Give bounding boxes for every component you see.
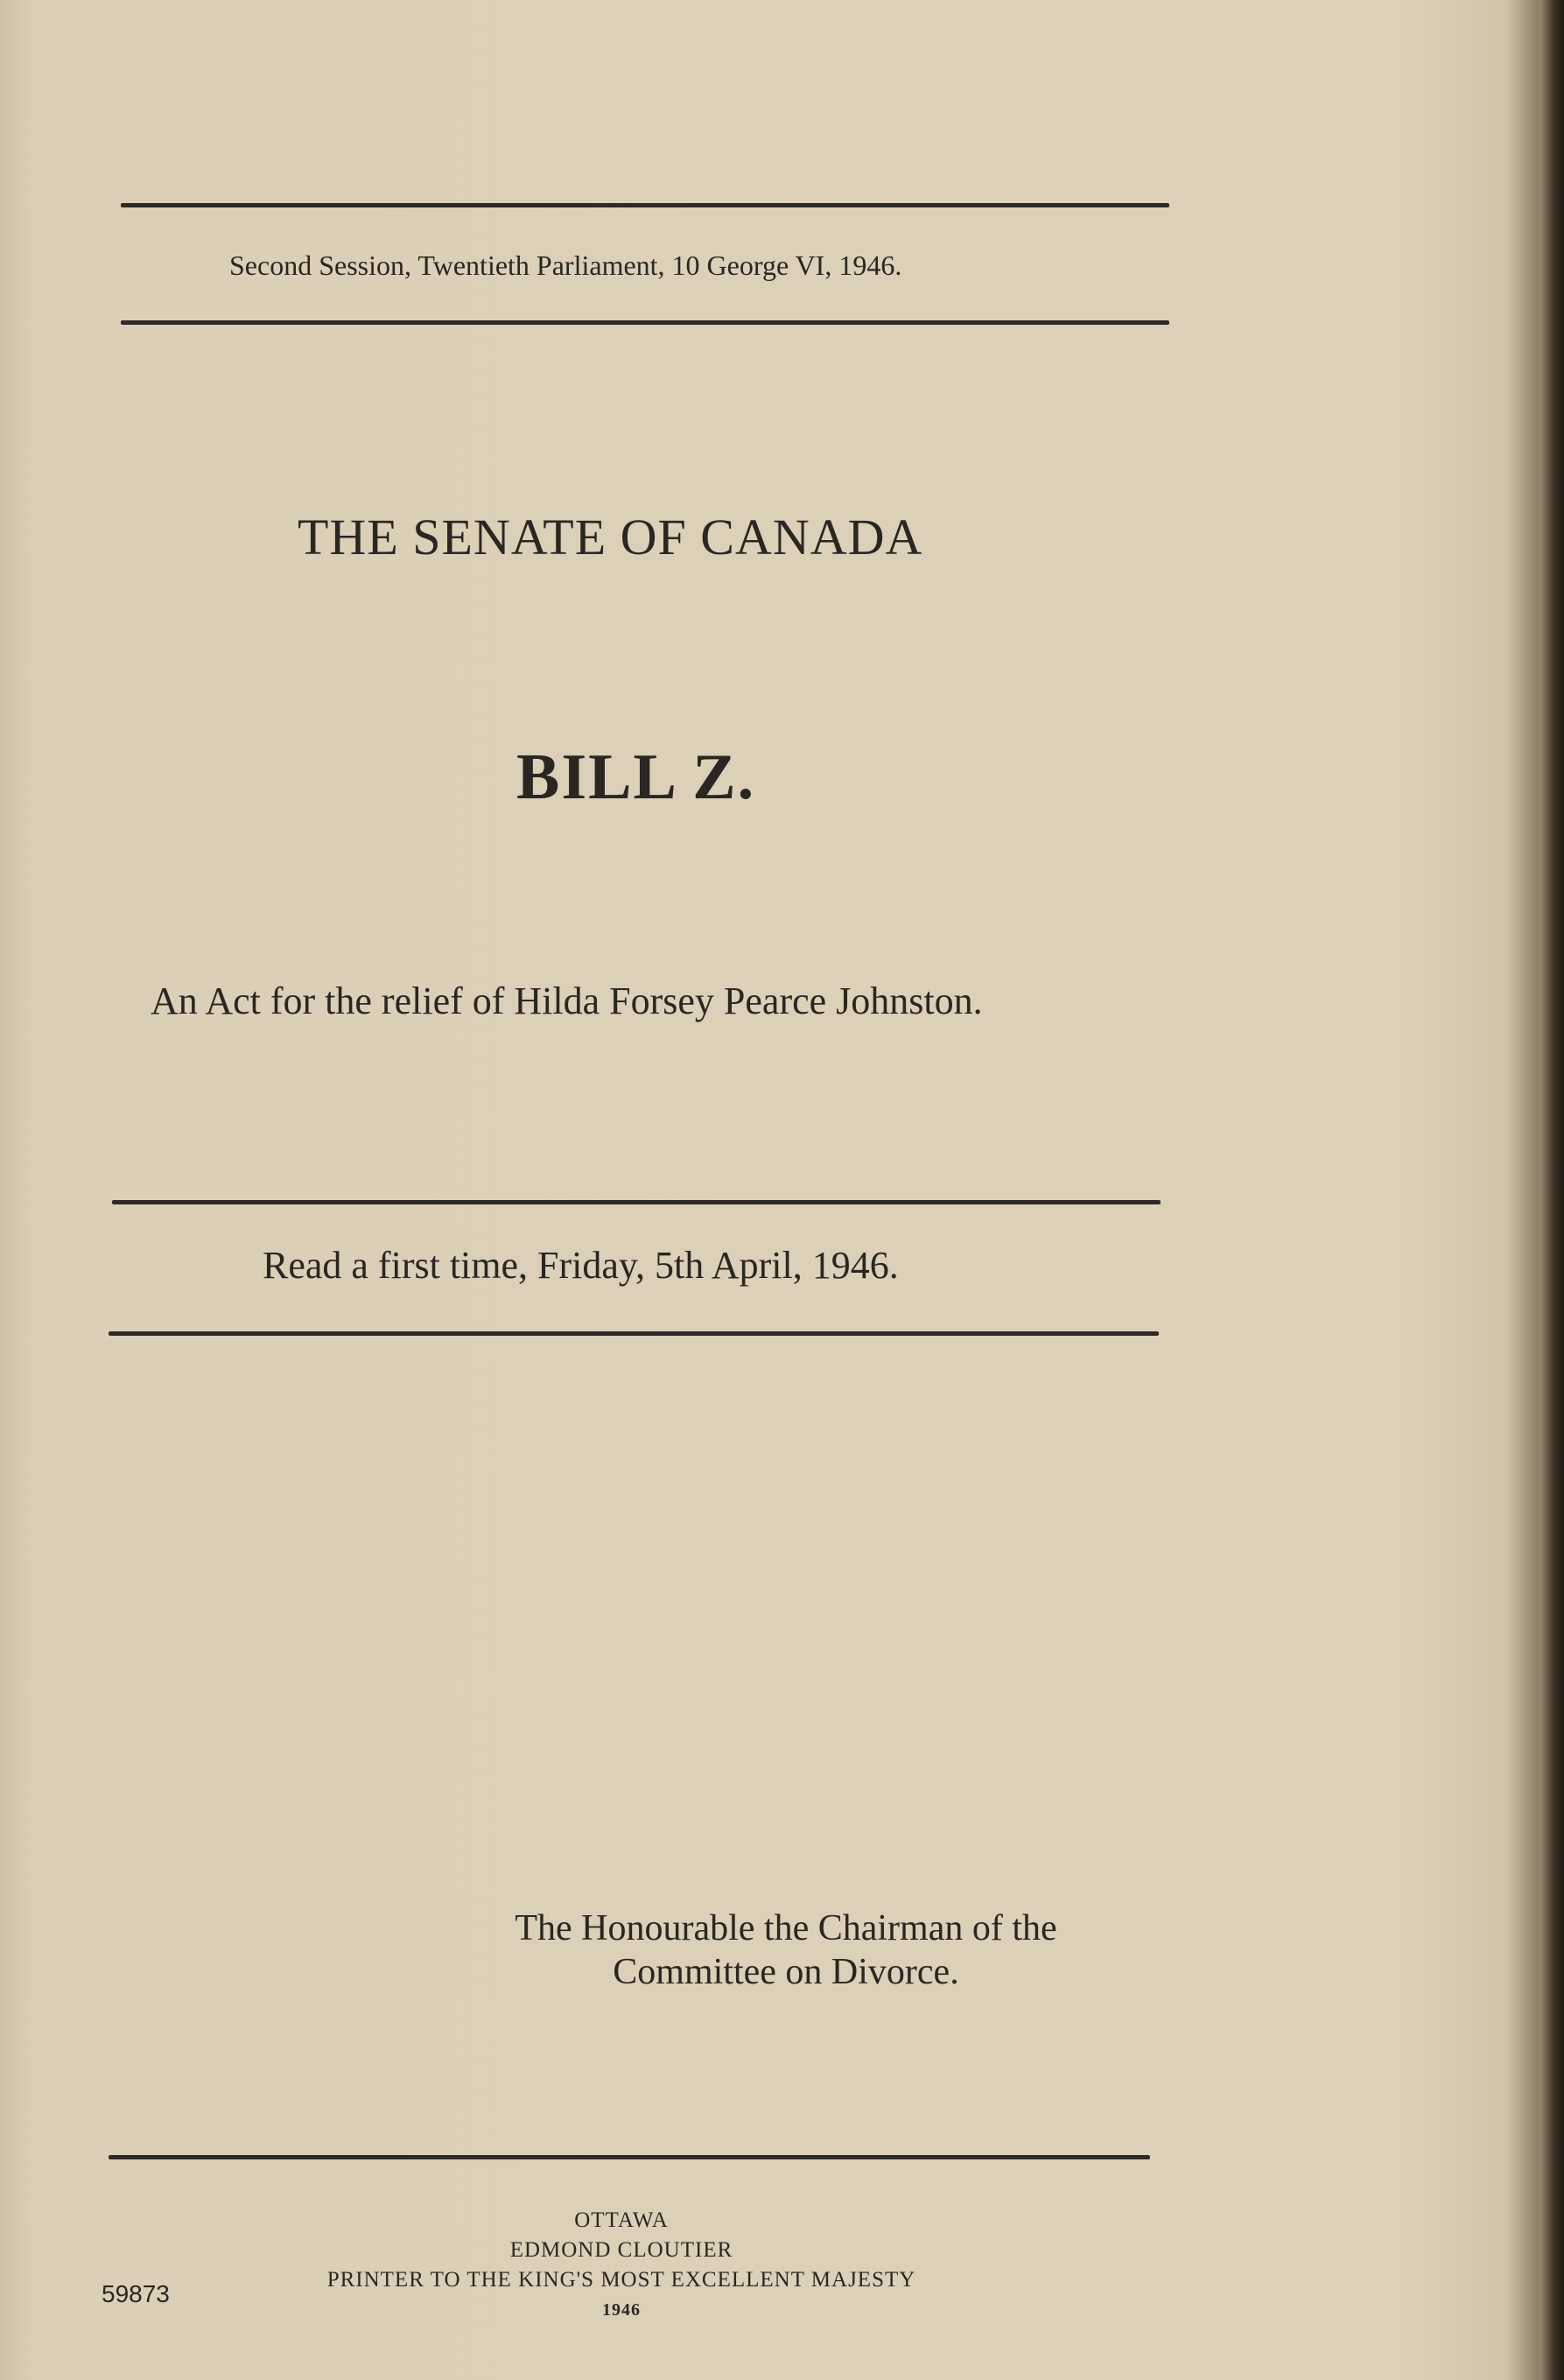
- reading-rule-upper: [112, 1200, 1161, 1204]
- bill-title: BILL Z.: [516, 741, 756, 813]
- top-rule-lower: [121, 320, 1169, 325]
- reading-line: Read a first time, Friday, 5th April, 1946.: [263, 1244, 899, 1287]
- imprint-rule: [109, 2155, 1150, 2159]
- page-edge-shadow: [1539, 0, 1564, 2380]
- top-rule-upper: [121, 203, 1169, 207]
- imprint: [228, 2206, 1015, 2325]
- imprint-year: 1946: [602, 2300, 641, 2320]
- act-title: An Act for the relief of Hilda Forsey Pearce Johnston.: [151, 979, 983, 1022]
- chamber-heading: THE SENATE OF CANADA: [298, 509, 923, 565]
- document-number: 59873: [102, 2280, 170, 2307]
- sponsor: [445, 1906, 1127, 1994]
- imprint-city: OTTAWA: [574, 2208, 669, 2232]
- sponsor-line-2: Committee on Divorce.: [613, 1952, 959, 1992]
- sponsor-line-1: The Honourable the Chairman of the: [515, 1908, 1057, 1948]
- reading-rule-lower: [109, 1331, 1159, 1336]
- session-line: Second Session, Twentieth Parliament, 10 George VI, 1946.: [229, 249, 902, 281]
- imprint-title: PRINTER TO THE KING'S MOST EXCELLENT MAJESTY: [326, 2268, 916, 2292]
- imprint-printer: EDMOND CLOUTIER: [509, 2238, 733, 2262]
